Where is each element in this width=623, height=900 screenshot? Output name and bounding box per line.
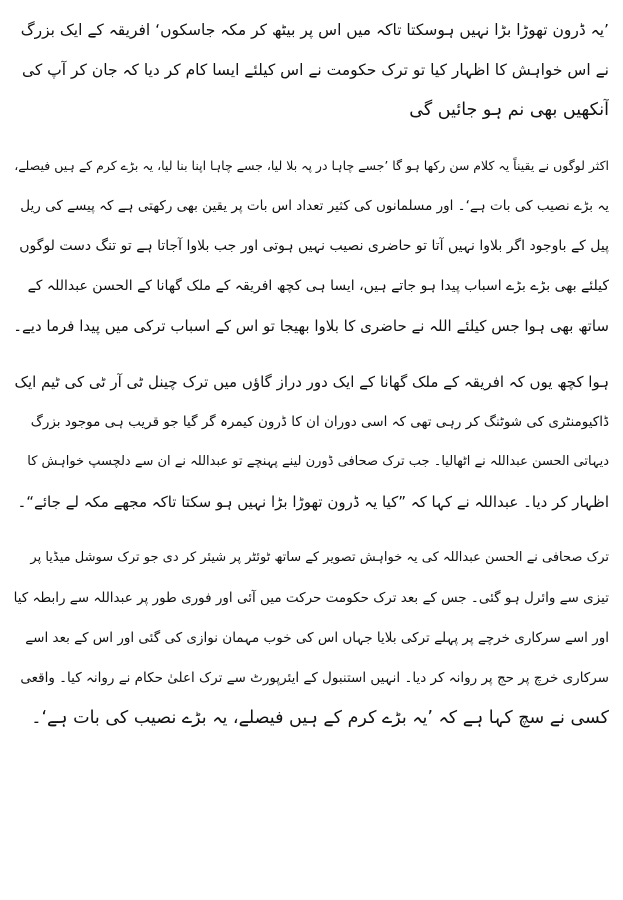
story-paragraph <box>12 362 609 522</box>
text-line: ڈاکیومنٹری کی شوٹنگ کر رہی تھی کہ اسی دوران ان کا ڈرون کیمرہ گر گیا جو قریب ہی موجود بزرگ <box>30 414 609 430</box>
text-line: پیل کے باوجود اگر بلاوا نہیں آتا تو حاضری نصیب نہیں ہوتی اور جب بلاوا آجاتا ہے تو تنگ دست لوگوں <box>19 238 609 254</box>
text-line: کیلئے بھی بڑے بڑے اسباب پیدا ہو جاتے ہیں، ایسا ہی کچھ افریقہ کے ملک گھانا کے الحسن عبداللہ کے <box>27 278 609 294</box>
headline-paragraph <box>12 10 609 130</box>
text-line: ترک صحافی نے الحسن عبداللہ کی یہ خواہش تصویر کے ساتھ ٹوئٹر پر شیئر کر دی جو ترک سوشل میڈیا پر <box>30 550 609 565</box>
text-line: دیہاتی الحسن عبداللہ نے اٹھالیا۔ جب ترک صحافی ڈورن لینے پہنچے تو عبداللہ نے ان سے دلچسپ خواہش کا <box>27 454 609 469</box>
text-line: تیزی سے وائرل ہو گئی۔ جس کے بعد ترک حکومت حرکت میں آئی اور فوری طور پر عبداللہ سے رابطہ کیا <box>13 590 609 606</box>
text-line: آنکھیں بھی نم ہو جائیں گی <box>409 100 609 120</box>
text-line: یہ بڑے نصیب کی بات ہے‘۔ اور مسلمانوں کی کثیر تعداد اس بات پر یقین بھی رکھتی ہے کہ پیسے کی ریل <box>20 198 609 214</box>
conclusion-paragraph <box>12 538 609 738</box>
text-line: نے اس خواہش کا اظہار کیا تو ترک حکومت نے اس کیلئے ایسا کام کر دیا کہ جان کر آپ کی <box>21 61 609 79</box>
intro-paragraph <box>12 146 609 346</box>
text-line: ساتھ بھی ہوا جس کیلئے اللہ نے حاضری کا بلاوا بھیجا تو اس کے اسباب ترکی میں پیدا فرما دیے۔ <box>13 317 609 335</box>
text-line: اکثر لوگوں نے یقیناً یہ کلام سن رکھا ہو گا ’جسے چاہا در پہ بلا لیا، جسے چاہا اپنا بنا لیا، یہ بڑے کرم کے ہیں فیصلے، <box>14 158 609 173</box>
text-line: اظہار کر دیا۔ عبداللہ نے کہا کہ ”کیا یہ ڈرون تھوڑا بڑا نہیں ہو سکتا تاکہ مجھے مکہ لے جائے“۔ <box>17 493 609 511</box>
text-line: اور اسے سرکاری خرچے پر پہلے ترکی بلایا جہاں اس کی خوب مہمان نوازی کی گئی اور اس کے بعد اسے <box>25 630 609 646</box>
text-line: ’یہ ڈرون تھوڑا بڑا نہیں ہوسکتا تاکہ میں اس پر بیٹھ کر مکہ جاسکوں‘ افریقہ کے ایک بزرگ <box>20 21 609 39</box>
text-line: کسی نے سچ کہا ہے کہ ’یہ بڑے کرم کے ہیں فیصلے، یہ بڑے نصیب کی بات ہے‘۔ <box>31 708 609 728</box>
text-line: ہوا کچھ یوں کہ افریقہ کے ملک گھانا کے ایک دور دراز گاؤں میں ترک چینل ٹی آر ٹی کی ٹیم ایک <box>14 373 609 391</box>
text-line: سرکاری خرچ پر حج پر روانہ کر دیا۔ انہیں استنبول کے ایئرپورٹ سے ترک اعلیٰ حکام نے روانہ کیا۔ واقعی <box>20 670 609 686</box>
